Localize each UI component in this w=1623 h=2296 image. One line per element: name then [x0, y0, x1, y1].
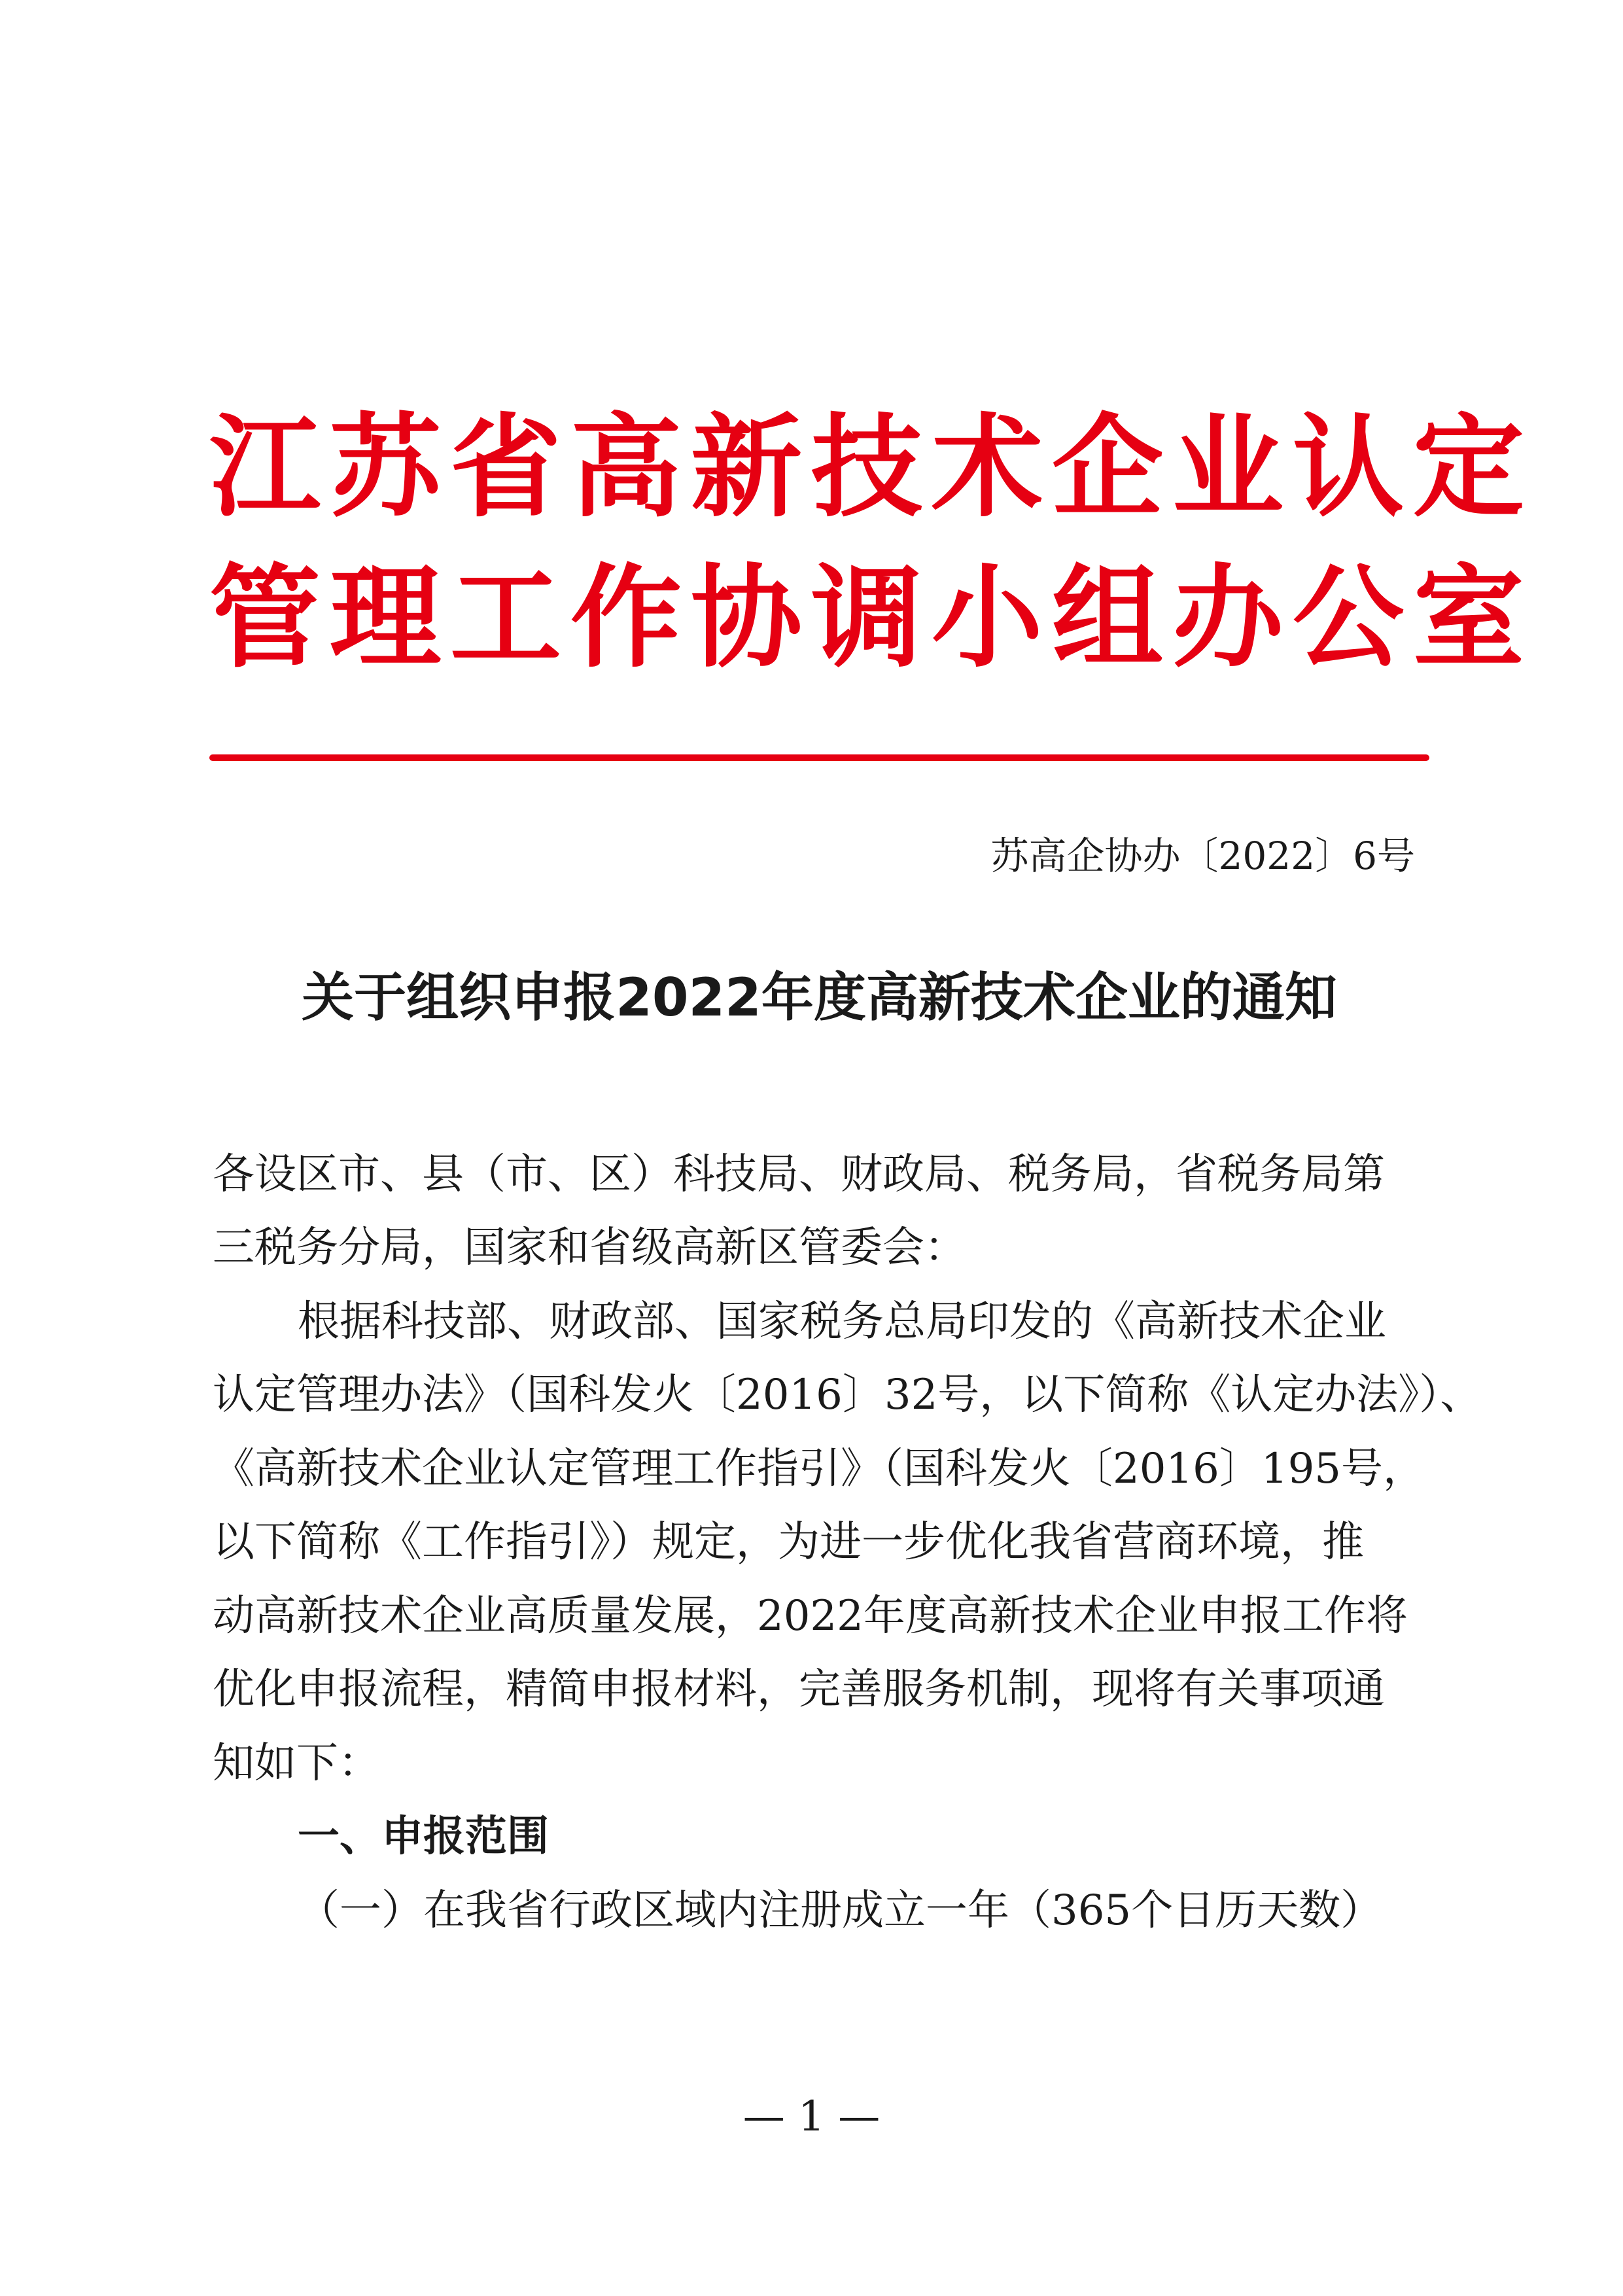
document-number: 苏高企协办〔2022〕6号: [990, 834, 1415, 878]
salutation-line: 各设区市、县（市、区）科技局、财政局、税务局，省税务局第: [213, 1150, 1385, 1199]
document-title: 关于组织申报2022年度高新技术企业的通知: [302, 967, 1337, 1028]
paragraph-line: 动高新技术企业高质量发展，2022年度高新技术企业申报工作将: [213, 1592, 1408, 1640]
letterhead-red-rule: [209, 754, 1429, 761]
salutation-line: 三税务分局，国家和省级高新区管委会：: [213, 1224, 966, 1272]
letterhead-line-1: 江苏省高新技术企业认定: [209, 403, 1534, 533]
paragraph-line: 知如下：: [213, 1739, 380, 1788]
page-number: — 1 —: [742, 2093, 881, 2141]
paragraph-line: 优化申报流程，精简申报材料，完善服务机制，现将有关事项通: [213, 1665, 1385, 1714]
section-heading: 一、申报范围: [298, 1812, 549, 1861]
paragraph-line: 以下简称《工作指引》）规定，为进一步优化我省营商环境，推: [213, 1518, 1364, 1566]
paragraph-line: 根据科技部、财政部、国家税务总局印发的《高新技术企业: [298, 1298, 1386, 1346]
letterhead-line-2: 管理工作协调小组办公室: [209, 554, 1534, 683]
paragraph-line: 《高新技术企业认定管理工作指引》（国科发火〔2016〕195号，: [213, 1445, 1425, 1493]
list-item: （一）在我省行政区域内注册成立一年（365个日历天数）: [298, 1886, 1383, 1935]
paragraph-line: 认定管理办法》（国科发火〔2016〕32号，以下简称《认定办法》）、: [213, 1371, 1482, 1419]
